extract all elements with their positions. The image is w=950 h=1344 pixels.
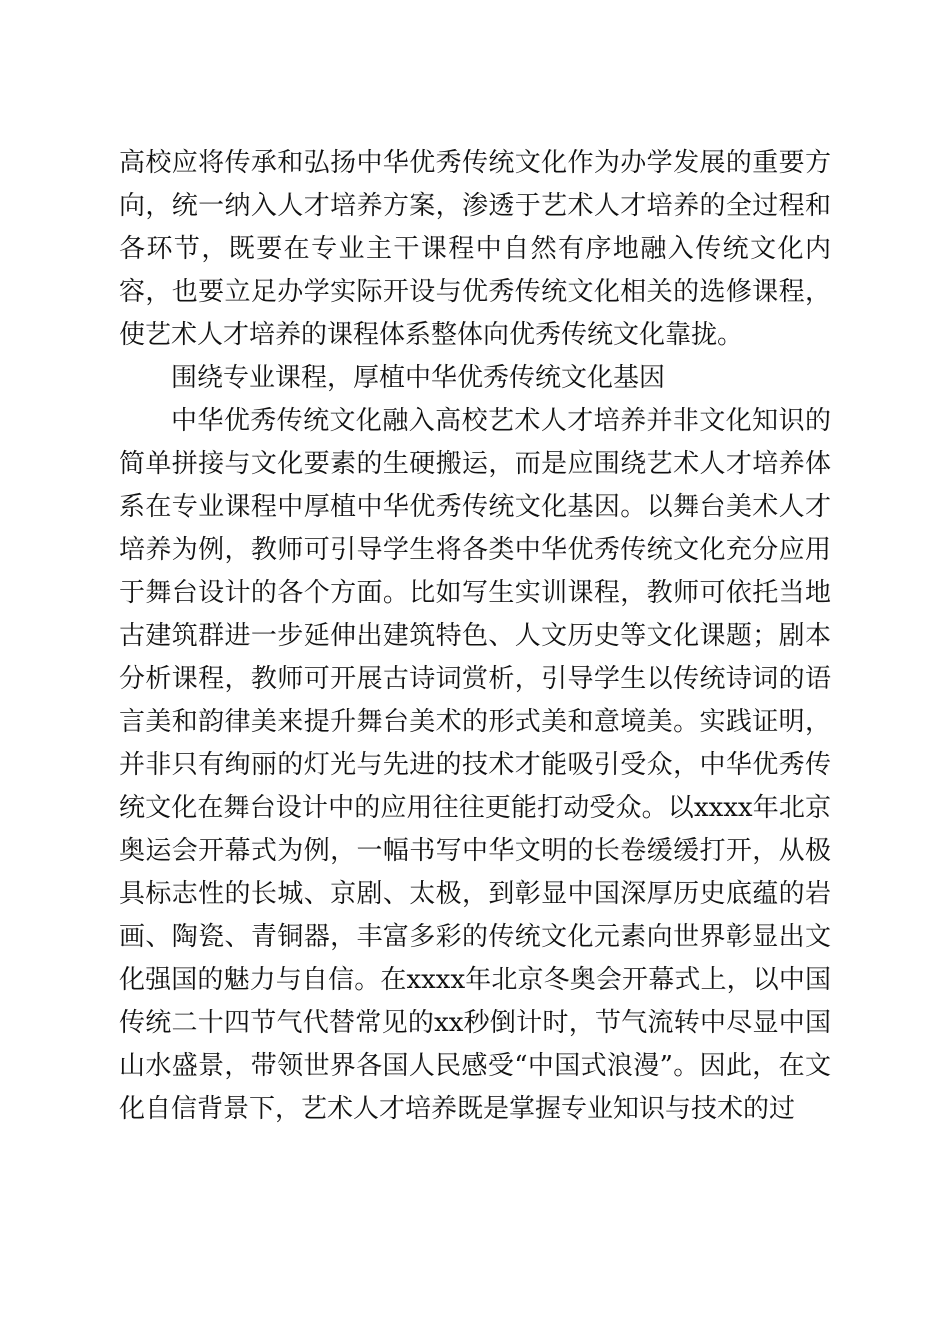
paragraph-continuation: 高校应将传承和弘扬中华优秀传统文化作为办学发展的重要方向，统一纳入人才培养方案，渗透于艺术人才培养的全过程和各环节，既要在专业主干课程中自然有序地融入传统文化内容，也要立足办学实际开设与优秀传统文化相关的选修课程，使艺术人才培养的课程体系整体向优秀传统文化靠拢。 (119, 148, 831, 350)
section-heading: 围绕专业课程，厚植中华优秀传统文化基因 (171, 363, 666, 393)
paragraph-body: 中华优秀传统文化融入高校艺术人才培养并非文化知识的简单拼接与文化要素的生硬搬运，而是应围绕艺术人才培养体系在专业课程中厚植中华优秀传统文化基因。以舞台美术人才培养为例，教师可引导学生将各类中华优秀传统文化充分应用于舞台设计的各个方面。比如写生实训课程，教师可依托当地古建筑群进一步延伸出建筑特色、人文历史等文化课题；剧本分析课程，教师可开展古诗词赏析，引导学生以传统诗词的语言美和韵律美来提升舞台美术的形式美和意境美。实践证明，并非只有绚丽的灯光与先进的技术才能吸引受众，中华优秀传统文化在舞台设计中的应用往往更能打动受众。以xxxx年北京奥运会开幕式为例，一幅书写中华文明的长卷缓缓打开，从极具标志性的长城、京剧、太极，到彰显中国深厚历史底蕴的岩画、陶瓷、青铜器，丰富多彩的传统文化元素向世界彰显出文化强国的魅力与自信。在xxxx年北京冬奥会开幕式上，以中国传统二十四节气代替常见的xx秒倒计时，节气流转中尽显中国山水盛景，带领世界各国人民感受“中国式浪漫”。因此，在文化自信背景下，艺术人才培养既是掌握专业知识与技术的过 (119, 406, 831, 1124)
body-text (119, 142, 831, 1131)
